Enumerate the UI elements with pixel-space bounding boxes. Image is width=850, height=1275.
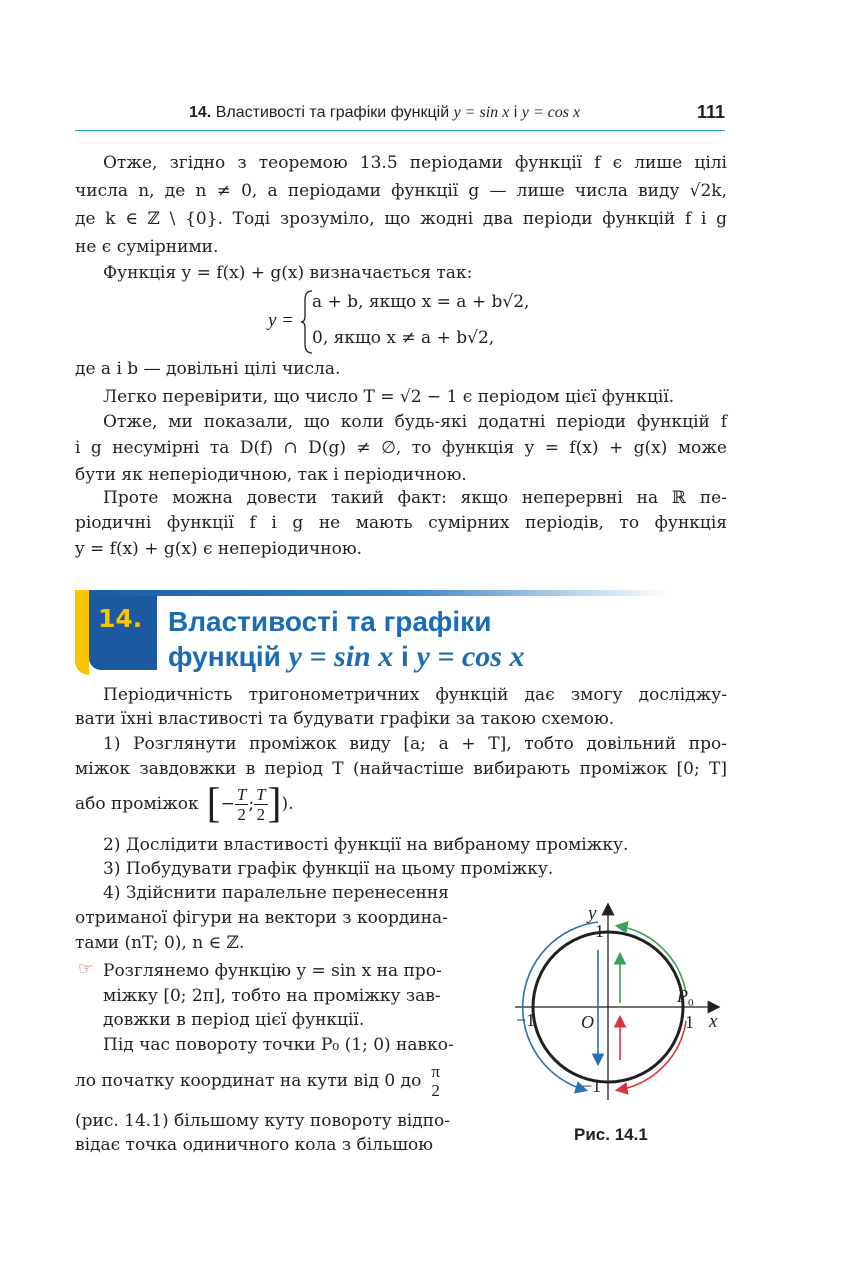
pointing-hand-icon: ☞ [78, 959, 94, 979]
page-number: 111 [696, 102, 725, 122]
body-p1-line-2: вати їхні властивості та будувати графіки за такою схемою. [75, 709, 615, 729]
after-line-7: ріодичні функції f і g не мають сумірних періодів, то функція [75, 513, 727, 533]
running-header-number: 14. [189, 104, 212, 121]
after-line-8: y = f(x) + g(x) є неперіодичною. [75, 539, 363, 559]
piecewise-definition [268, 288, 588, 358]
section-rule [75, 590, 670, 596]
step-4-line-3: тами (nT; 0), n ∈ ℤ. [75, 933, 245, 953]
after-line-4: і g несумірні та D(f) ∩ D(g) ≠ ∅, то функція y = f(x) + g(x) може [75, 438, 727, 458]
section-title-math-1: y = sin x [288, 640, 394, 673]
body-p1-line-1: Періодичність тригонометричних функцій дає змогу досліджу- [103, 685, 727, 705]
consider-line-4: Під час повороту точки P₀ (1; 0) навко- [103, 1035, 454, 1055]
point-subscript: 0 [688, 997, 694, 1009]
left-bracket-icon: [ [206, 781, 221, 827]
y-axis-label: y [588, 903, 597, 924]
fraction-2-num: T [256, 784, 266, 804]
section-title-math-2: y = cos x [416, 640, 525, 673]
point-label: P [677, 986, 688, 1006]
running-header-text: Властивості та графіки функцій [215, 104, 450, 121]
section-marker-yellow [75, 590, 89, 675]
fraction-minus-t-half [235, 785, 248, 824]
running-header-math-2: y = cos x [521, 104, 581, 121]
step-1-line-1: 1) Розглянути проміжок виду [a; a + T], тобто довільний про- [103, 734, 727, 754]
piecewise-case-1: a + b, якщо x = a + b√2, [312, 292, 530, 312]
after-line-5: бути як неперіодичною, так і періодичною. [75, 465, 467, 485]
step-2: 2) Дослідити властивості функції на вибраному проміжку. [103, 835, 629, 855]
semicolon: ; [248, 794, 255, 814]
section-title-line-2 [168, 640, 524, 674]
running-header-math-1: y = sin x [453, 104, 510, 121]
step-1-prefix: або проміжок [75, 794, 199, 814]
intro-line-1: Отже, згідно з теоремою 13.5 періодами функції f є лише цілі [103, 153, 727, 173]
fraction-pi-den: 2 [431, 1081, 440, 1100]
unit-circle-figure [500, 895, 740, 1110]
section-number: 14. [98, 604, 143, 633]
fraction-2-den: 2 [256, 804, 266, 824]
consider-line-6: (рис. 14.1) більшому куту повороту відпо- [75, 1111, 450, 1131]
origin-label: O [581, 1012, 594, 1032]
after-line-1: де a і b — довільні цілі числа. [75, 359, 341, 379]
fraction-pi-num: π [431, 1062, 440, 1081]
tick-label-top: 1 [595, 921, 604, 941]
consider-line-5 [75, 1056, 442, 1106]
step-4-line-1: 4) Здійснити паралельне перенесення [103, 883, 449, 903]
right-bracket-icon: ] [267, 781, 282, 827]
piecewise-case-2: 0, якщо x ≠ a + b√2, [312, 328, 495, 348]
piecewise-lhs: y = [268, 310, 295, 331]
x-axis-label: x [709, 1011, 718, 1032]
consider-line-2: міжку [0; 2π], тобто на проміжку зав- [103, 986, 441, 1006]
step-1-suffix: ). [281, 794, 294, 814]
consider-line-5-text: ло початку координат на кути від 0 до [75, 1071, 422, 1091]
tick-label-bottom: −1 [582, 1076, 602, 1096]
running-header [75, 102, 725, 131]
fraction-1-num: T [236, 784, 247, 804]
section-title-text: функцій [168, 641, 281, 672]
step-4-line-2: отриманої фігури на вектори з координа- [75, 908, 448, 928]
intro-line-5: Функція y = f(x) + g(x) визначається так: [103, 263, 473, 283]
intro-line-2: числа n, де n ≠ 0, а періодами функції g — лише числа виду √2k, [75, 181, 727, 201]
after-line-6: Проте можна довести такий факт: якщо неперервні на ℝ пе- [103, 488, 727, 508]
fraction-1-den: 2 [237, 804, 246, 824]
minus-sign: − [220, 794, 235, 814]
after-line-3: Отже, ми показали, що коли будь-які додатні періоди функцій f [103, 412, 727, 432]
tick-label-right: 1 [685, 1012, 694, 1032]
tick-label-left: −1 [516, 1010, 536, 1030]
fraction-t-half [254, 785, 267, 824]
intro-line-3: де k ∈ ℤ \ {0}. Тоді зрозуміло, що жодні два періоди функцій f і g [75, 209, 727, 229]
figure-caption: Рис. 14.1 [574, 1125, 648, 1144]
running-header-title [189, 104, 580, 122]
consider-line-3: довжки в період цієї функції. [103, 1010, 365, 1030]
intro-line-4: не є сумірними. [75, 237, 219, 257]
running-header-joiner: і [513, 104, 518, 121]
section-title-line-1: Властивості та графіки [168, 606, 492, 637]
after-line-2: Легко перевірити, що число T = √2 − 1 є періодом цієї функції. [103, 387, 675, 407]
section-title-joiner: і [401, 641, 409, 672]
consider-line-7: відає точка одиничного кола з більшою [75, 1135, 434, 1155]
step-1-line-3 [75, 778, 294, 830]
consider-line-1: Розглянемо функцію y = sin x на про- [103, 961, 442, 981]
fraction-pi-half [429, 1062, 442, 1100]
step-1-line-2: міжок завдовжки в період T (найчастіше вибирають проміжок [0; T] [75, 759, 727, 779]
step-3: 3) Побудувати графік функції на цьому проміжку. [103, 859, 554, 879]
